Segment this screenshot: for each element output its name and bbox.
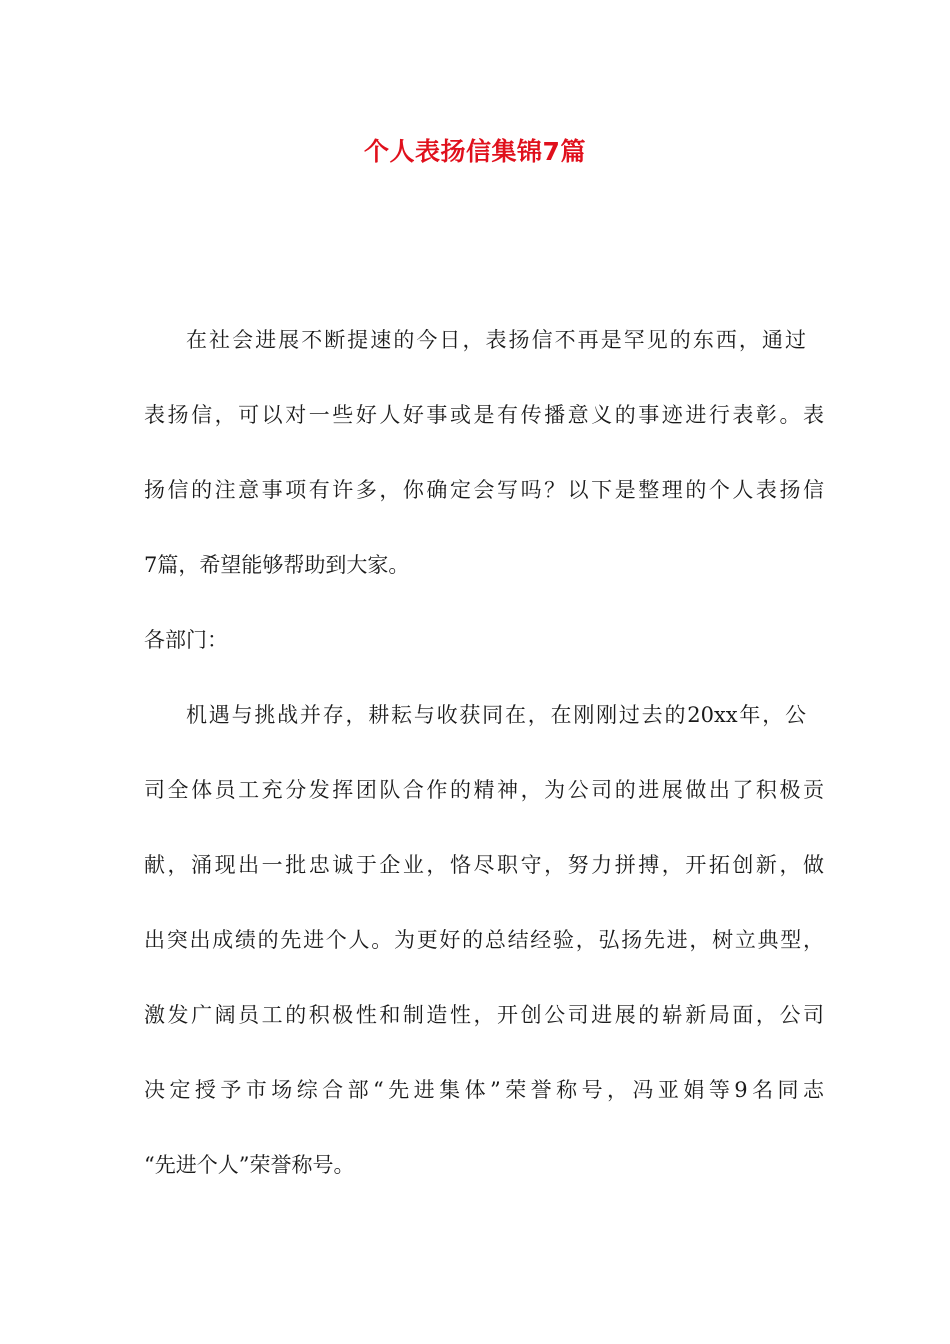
salutation: 各部门： [144, 628, 228, 652]
document-title: 个人表扬信集锦7篇 [364, 137, 586, 166]
paragraph-line: 激发广阔员工的积极性和制造性，开创公司进展的崭新局面，公司 [144, 1003, 824, 1027]
paragraph-line: 扬信的注意事项有许多，你确定会写吗？以下是整理的个人表扬信 [144, 478, 824, 502]
paragraph-line: 表扬信，可以对一些好人好事或是有传播意义的事迹进行表彰。表 [144, 403, 824, 427]
paragraph-line: 7篇，希望能够帮助到大家。 [144, 553, 410, 577]
paragraph-line: “先进个人”荣誉称号。 [144, 1153, 355, 1177]
paragraph-line: 机遇与挑战并存，耕耘与收获同在，在刚刚过去的20xx年，公 [186, 703, 806, 727]
paragraph-line: 决定授予市场综合部“先进集体”荣誉称号，冯亚娟等9名同志 [144, 1078, 824, 1102]
paragraph-line: 司全体员工充分发挥团队合作的精神，为公司的进展做出了积极贡 [144, 778, 824, 802]
paragraph-line: 出突出成绩的先进个人。为更好的总结经验，弘扬先进，树立典型， [144, 928, 824, 952]
paragraph-line: 献，涌现出一批忠诚于企业，恪尽职守，努力拼搏，开拓创新，做 [144, 853, 824, 877]
paragraph-line: 在社会进展不断提速的今日，表扬信不再是罕见的东西，通过 [186, 328, 806, 352]
